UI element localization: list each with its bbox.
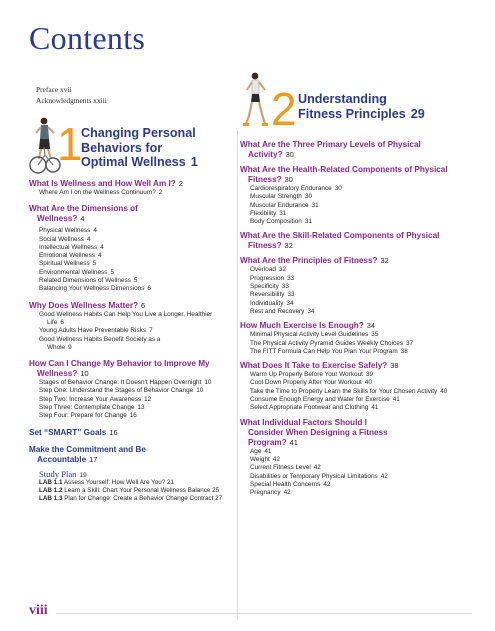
chapter-page: 1 [190, 155, 198, 169]
list-item[interactable]: Consume Enough Energy and Water for Exercise 41 [250, 396, 400, 404]
list-item[interactable]: Individuality 34 [250, 299, 294, 307]
list-item[interactable]: Flexibility 31 [250, 209, 287, 217]
toc-section [240, 165, 472, 226]
chapter-2-column [240, 70, 472, 497]
list-item[interactable]: Minimal Physical Activity Level Guidelines 35 [250, 331, 379, 339]
toc-section [29, 301, 234, 352]
lab-item[interactable]: LAB 1.1 Assess Yourself: How Well Are You? 21 [39, 478, 175, 486]
section-heading[interactable]: What Individual Factors Should I Consider When Designing a Fitness Program? 41 [240, 417, 388, 447]
list-item[interactable]: Body Composition 31 [250, 218, 312, 226]
chapter-page: 29 [410, 106, 425, 121]
front-matter [36, 84, 107, 106]
list-item[interactable]: Good Wellness Habits Can Help You Live a Longer, Healthier Life 6 [39, 310, 213, 326]
list-item[interactable]: Spiritual Wellness 5 [39, 260, 97, 268]
toc-section [29, 359, 234, 420]
list-item[interactable]: Pregnancy 42 [250, 489, 291, 497]
list-item[interactable]: Muscular Endurance 31 [250, 201, 319, 209]
chapter-title: Understanding Fitness Principles 29 [298, 92, 425, 121]
chapter-1-column [29, 115, 234, 504]
list-item[interactable]: Muscular Strength 30 [250, 193, 312, 201]
toc-section [240, 418, 472, 498]
list-item[interactable]: Select Appropriate Footwear and Clothing 41 [250, 404, 379, 412]
column-divider [237, 130, 238, 620]
section-heading[interactable]: What Are the Skill-Related Components of Physical Fitness? 32 [240, 231, 440, 251]
list-item[interactable]: The Physical Activity Pyramid Guides Weekly Choices 37 [250, 339, 414, 347]
section-heading[interactable]: What Are the Principles of Fitness? 32 [240, 256, 389, 266]
chapter-1-header[interactable] [29, 115, 234, 175]
toc-entry-acknowledgments[interactable]: Acknowledgments xxiii [36, 96, 107, 105]
section-heading[interactable]: What Are the Dimensions of Wellness? 4 [29, 204, 138, 224]
toc-section [240, 361, 472, 412]
toc-section [240, 256, 472, 316]
list-item[interactable]: Step Three: Contemplate Change 13 [39, 404, 145, 412]
list-item[interactable]: Cardiorespiratory Endurance 30 [250, 185, 342, 192]
lab-item[interactable]: LAB 1.2 Learn a Skill: Chart Your Personal Wellness Balance 25 [39, 486, 220, 494]
list-item[interactable]: Where Am I on the Wellness Continuum? 2 [39, 189, 163, 196]
list-item[interactable]: Reversibility 33 [250, 291, 295, 299]
list-item[interactable]: Stages of Behavior Change: It Doesn’t Happen Overnight 10 [39, 379, 212, 387]
toc-section [29, 204, 234, 293]
list-item[interactable]: Environmental Wellness 5 [39, 268, 114, 276]
runner-icon [240, 70, 270, 128]
list-item[interactable]: Disabilities or Temporary Physical Limitations 42 [250, 472, 388, 480]
list-item[interactable]: Warm Up Properly Before Your Workout 39 [250, 371, 374, 379]
list-item[interactable]: Related Dimensions of Wellness 5 [39, 277, 138, 285]
section-heading[interactable]: How Can I Change My Behavior to Improve My Wellness? 10 [29, 359, 210, 379]
toc-entry-preface[interactable]: Preface xvii [36, 85, 72, 94]
list-item[interactable]: Physical Wellness 4 [39, 227, 97, 235]
section-heading[interactable]: What Are the Three Primary Levels of Physical Activity? 30 [240, 140, 421, 159]
chapter-title: Changing Personal Behaviors for Optimal Wellness 1 [81, 126, 198, 169]
chapter-2-header[interactable] [240, 70, 472, 135]
list-item[interactable]: Specificity 33 [250, 283, 289, 291]
section-heading[interactable]: Set “SMART” Goals 16 [29, 427, 118, 437]
list-item[interactable]: The FITT Formula Can Help You Plan Your Program 38 [250, 347, 408, 355]
list-item[interactable]: Step One: Understand the Stages of Behavior Change 10 [39, 387, 204, 395]
list-item[interactable]: Emotional Wellness 4 [39, 252, 102, 260]
list-item[interactable]: Age 41 [250, 447, 272, 455]
list-item[interactable]: Intellectual Wellness 4 [39, 243, 104, 251]
section-heading[interactable]: What Does It Take to Exercise Safely? 38 [240, 361, 399, 371]
list-item[interactable]: Weight 42 [250, 455, 280, 463]
lab-item[interactable]: LAB 1.3 Plan for Change: Create a Behavior Change Contract 27 [39, 495, 223, 503]
list-item[interactable]: Current Fitness Level 42 [250, 464, 321, 472]
section-heading[interactable]: How Much Exercise Is Enough? 34 [240, 321, 375, 331]
list-item[interactable]: Special Health Concerns 42 [250, 480, 331, 488]
chapter-number: 1 [57, 118, 83, 170]
chapter-number: 2 [271, 83, 297, 135]
section-heading[interactable]: Make the Commitment and Be Accountable 17 [29, 444, 146, 464]
footer-rule [56, 613, 472, 614]
study-plan-heading[interactable]: Study Plan 19 [39, 468, 87, 479]
page-folio: viii [29, 603, 48, 618]
list-item[interactable]: Social Wellness 4 [39, 235, 91, 243]
section-heading[interactable]: Why Does Wellness Matter? 6 [29, 300, 146, 310]
list-item[interactable]: Step Four: Prepare for Change 16 [39, 412, 137, 420]
toc-section [29, 179, 234, 197]
section-heading[interactable]: What Are the Health-Related Components of Physical Fitness? 30 [240, 165, 448, 184]
section-heading[interactable]: What Is Wellness and How Well Am I? 2 [29, 179, 183, 188]
list-item[interactable]: Young Adults Have Preventable Risks 7 [39, 327, 153, 335]
list-item[interactable]: Good Wellness Habits Benefit Society as a Whole 9 [39, 335, 161, 351]
page-title: Contents [29, 20, 146, 56]
list-item[interactable]: Take the Time to Properly Learn the Skills for Your Chosen Activity 40 [250, 387, 448, 395]
list-item[interactable]: Overload 32 [250, 266, 287, 274]
list-item[interactable]: Step Two: Increase Your Awareness 12 [39, 395, 152, 403]
list-item[interactable]: Progression 33 [250, 274, 295, 282]
list-item[interactable]: Rest and Recovery 34 [250, 307, 315, 315]
list-item[interactable]: Cool Down Properly After Your Workout 40 [250, 379, 372, 387]
toc-section [240, 321, 472, 356]
list-item[interactable]: Balancing Your Wellness Dimensions 6 [39, 285, 151, 293]
